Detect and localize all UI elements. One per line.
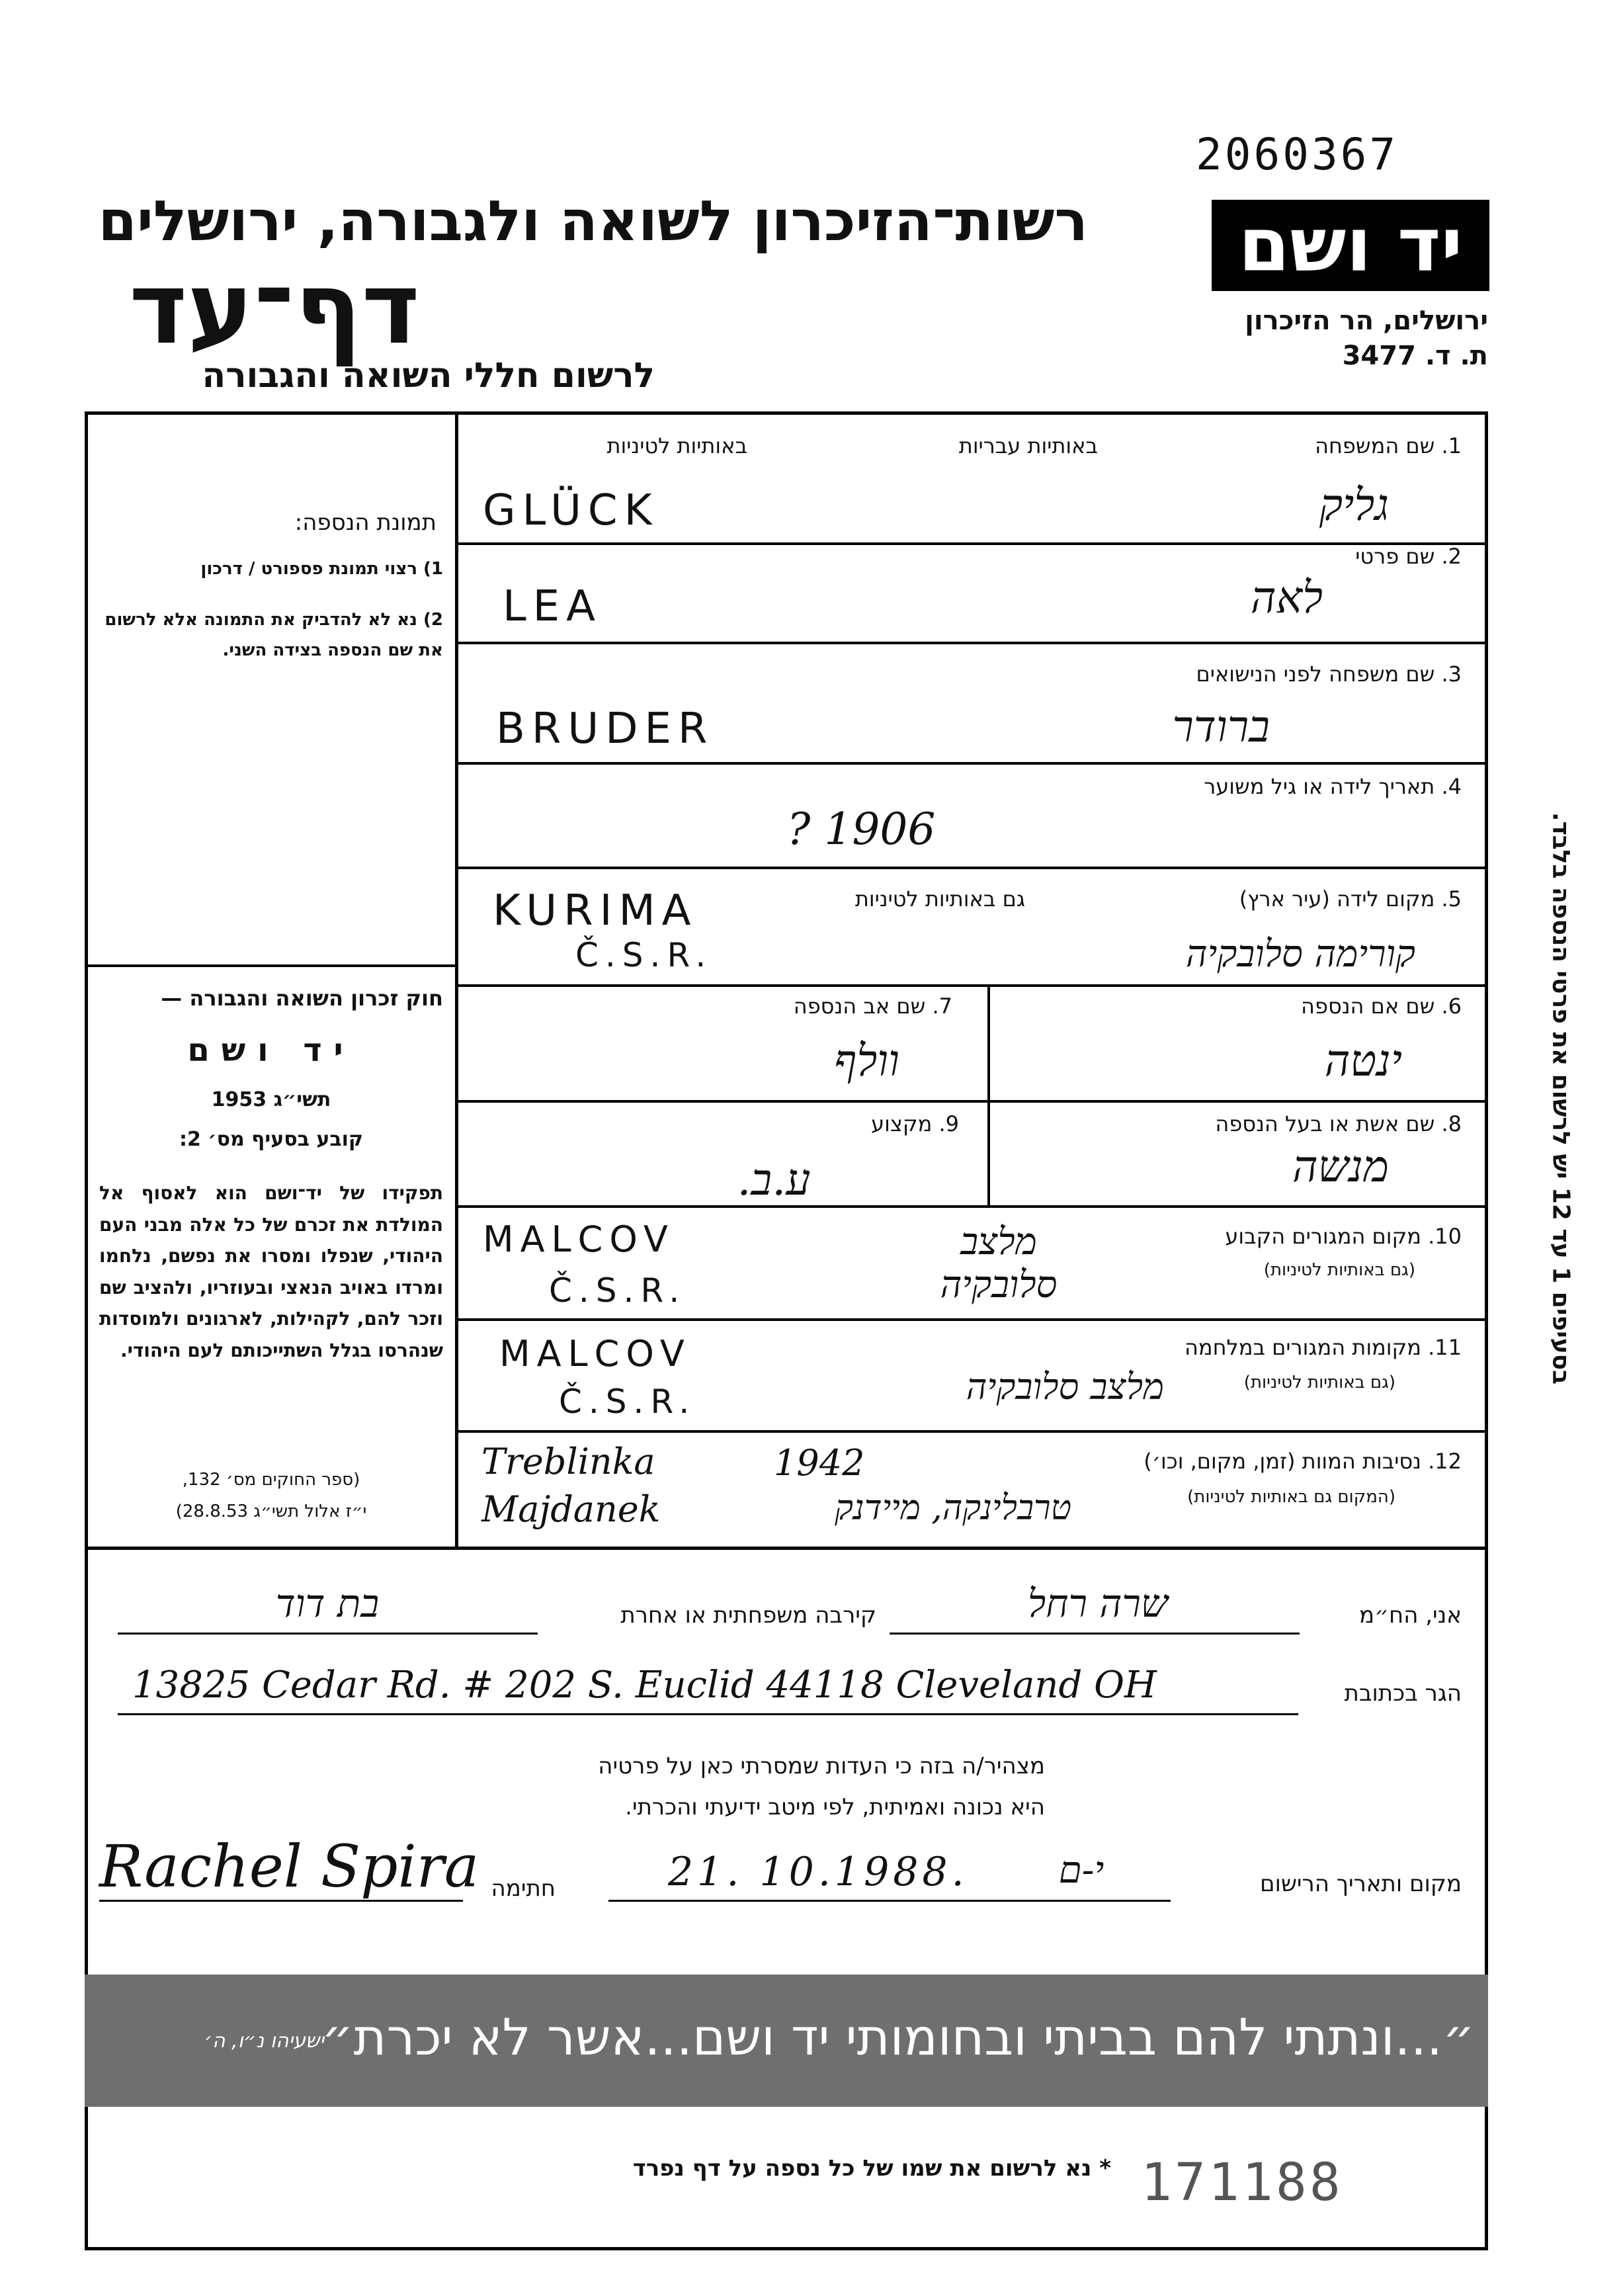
- logo-address-1: ירושלים, הר הזיכרון: [1245, 306, 1488, 336]
- field-10-latin-value-1[interactable]: MALCOV: [483, 1218, 675, 1260]
- field-12-hebrew-value[interactable]: טרבלינקה, מיידנק: [835, 1488, 1071, 1528]
- field-7-value[interactable]: וולף: [834, 1035, 899, 1086]
- field-1-hebrew-header: באותיות עבריות: [958, 433, 1098, 458]
- address-line: [118, 1713, 1298, 1715]
- field-12-label: 12. נסיבות המוות (זמן, מקום, וכו׳): [1144, 1449, 1462, 1474]
- serial-number: 2060367: [1196, 129, 1399, 180]
- field-3-latin-value[interactable]: BRUDER: [496, 704, 714, 753]
- signature-label: חתימה: [491, 1875, 556, 1902]
- field-6-value[interactable]: ינטה: [1324, 1035, 1402, 1086]
- field-9-label: 9. מקצוע: [871, 1111, 959, 1136]
- field-6-label: 6. שם אם הנספה: [1301, 994, 1462, 1019]
- relation-value[interactable]: בת דוד: [275, 1581, 380, 1626]
- field-10-label: 10. מקום המגורים הקבוע: [1225, 1224, 1462, 1249]
- field-1-hebrew-value[interactable]: גליק: [1319, 480, 1389, 531]
- law-name: יד ושם: [187, 1032, 355, 1069]
- field-4-value[interactable]: ? 1906: [787, 804, 936, 855]
- field-5-latin-value-1[interactable]: KURIMA: [493, 886, 698, 935]
- declaration-1: מצהיר/ה בזה כי העדות שמסרתי כאן על פרטיה: [598, 1753, 1045, 1779]
- banner-source: ישעיהו נ״ו, ה׳: [204, 2029, 324, 2053]
- field-10-latin-value-2[interactable]: Č.S.R.: [549, 1271, 687, 1310]
- relation-line: [118, 1633, 538, 1635]
- field-3-hebrew-value[interactable]: ברודר: [1172, 701, 1270, 752]
- row-line-4: [458, 867, 1488, 869]
- field-9-value[interactable]: ע.ב.: [737, 1154, 811, 1205]
- field-11-latin-value-1[interactable]: MALCOV: [499, 1333, 691, 1375]
- footer-number: 171188: [1141, 2153, 1343, 2213]
- page-title: דף־עד: [129, 251, 420, 366]
- field-10-hebrew-value-2[interactable]: סלובקיה: [940, 1263, 1058, 1306]
- header-subtitle: לרשום חללי השואה והגבורה: [202, 356, 655, 396]
- field-4-label: 4. תאריך לידה או גיל משוער: [1204, 774, 1462, 799]
- photo-item-1: 1) רצוי תמונת פספורט / דרכון: [200, 559, 443, 579]
- field-11-label: 11. מקומות המגורים במלחמה: [1184, 1335, 1462, 1360]
- field-5-latin-value-2[interactable]: Č.S.R.: [575, 936, 713, 974]
- row-line-3: [458, 762, 1488, 765]
- declaration-2: היא נכונה ואמיתית, לפי מיטב ידיעתי והכרתי.: [625, 1794, 1045, 1820]
- photo-title: תמונת הנספה:: [294, 509, 437, 536]
- field-12-latin-value-2[interactable]: Majdanek: [481, 1488, 661, 1530]
- law-source-1: (ספר החוקים מס׳ 132,: [182, 1470, 360, 1490]
- field-5-label: 5. מקום לידה (עיר ארץ): [1239, 886, 1462, 912]
- upper-block-bottom: [85, 1547, 1488, 1550]
- field-3-label: 3. שם משפחה לפני הנישואים: [1196, 661, 1462, 687]
- yad-vashem-logo: יד ושם: [1212, 200, 1489, 291]
- address-value[interactable]: 13825 Cedar Rd. # 202 S. Euclid 44118 Cleveland OH: [132, 1664, 1157, 1707]
- place-date-line: [608, 1900, 1171, 1902]
- side-note: בסעיפים 1 עד 12 יש לרשום את פרטי הנספה בלבד.: [1547, 812, 1575, 1385]
- field-2-label: 2. שם פרטי: [1355, 544, 1462, 569]
- field-8-value[interactable]: מנשה: [1292, 1141, 1389, 1192]
- witness-name-value[interactable]: שרה רחל: [1028, 1581, 1168, 1626]
- field-5-latin-header: גם באותיות לטיניות: [854, 886, 1025, 912]
- field-1-label: 1. שם המשפחה: [1315, 433, 1462, 458]
- field-10-sublabel: (גם באותיות לטיניות): [1263, 1260, 1415, 1280]
- witness-label: אני, הח״מ: [1359, 1602, 1462, 1629]
- field-12-year[interactable]: 1942: [774, 1442, 865, 1484]
- row-line-8: [458, 1318, 1488, 1321]
- field-1-latin-header: באותיות לטיניות: [606, 433, 747, 458]
- place-date-suffix[interactable]: י-ם: [1058, 1849, 1104, 1892]
- field-10-hebrew-value-1[interactable]: מלצב: [960, 1220, 1037, 1263]
- field-7-label: 7. שם אב הנספה: [793, 994, 952, 1019]
- field-1-latin-value[interactable]: GLÜCK: [483, 486, 659, 535]
- relation-label: קירבה משפחתית או אחרת: [620, 1602, 876, 1629]
- field-11-hebrew-value[interactable]: מלצב סלובקיה: [966, 1366, 1164, 1408]
- footer-note: * נא לרשום את שמו של כל נספה על דף נפרד: [632, 2155, 1111, 2182]
- column-divider: [455, 411, 458, 1549]
- field-8-label: 8. שם אשת או בעל הנספה: [1215, 1111, 1462, 1136]
- law-body: תפקידו של יד־ושם הוא לאסוף אל המולדת את זכרם של כל אלה מבני העם היהודי, שנפלו ומסרו את נפשם, נלחמו ומרדו באויב הנאצי ובעוזריו, ולהציב שם וזכר להם, לקהילות, לארגונים ולמוסדות שנהרסו בגלל השתייכותם לעם היהודי.: [99, 1182, 443, 1361]
- row-line-6: [458, 1100, 1488, 1103]
- row-line-5: [458, 984, 1488, 987]
- split-line: [987, 984, 990, 1206]
- row-line-2: [458, 642, 1488, 644]
- field-2-latin-value[interactable]: LEA: [503, 582, 602, 631]
- row-line-7: [458, 1205, 1488, 1208]
- signature-value[interactable]: Rachel Spira: [99, 1832, 479, 1900]
- place-date-value[interactable]: 21. 10.1988.: [668, 1849, 968, 1895]
- address-label: הגר בכתובת: [1344, 1680, 1462, 1707]
- law-title: חוק זכרון השואה והגבורה —: [161, 986, 443, 1011]
- row-line-9: [458, 1430, 1488, 1433]
- header-institution: רשות־הזיכרון לשואה ולגבורה, ירושלים: [98, 189, 1088, 253]
- law-clause: קובע בסעיף מס׳ 2:: [179, 1128, 364, 1151]
- logo-address-2: ת. ד. 3477: [1342, 341, 1488, 371]
- field-5-hebrew-value[interactable]: קורימה סלובקיה: [1185, 933, 1415, 976]
- left-separator: [85, 964, 458, 967]
- field-2-hebrew-value[interactable]: לאה: [1250, 572, 1323, 623]
- law-year: תשי״ג 1953: [211, 1088, 331, 1111]
- witness-name-line: [890, 1633, 1300, 1635]
- law-source-2: י״ז אלול תשי״ג 28.8.53): [175, 1502, 367, 1521]
- field-11-sublabel: (גם באותיות לטיניות): [1243, 1373, 1395, 1392]
- banner-quote: ״...ונתתי להם בביתי ובחומותי יד ושם...אשר לא יכרת״: [321, 2008, 1475, 2066]
- field-11-latin-value-2[interactable]: Č.S.R.: [559, 1382, 696, 1421]
- field-12-sublabel: (המקום גם באותיות לטיניות): [1187, 1487, 1395, 1507]
- field-12-latin-value-1[interactable]: Treblinka: [481, 1441, 655, 1482]
- place-date-label: מקום ותאריך הרישום: [1260, 1871, 1462, 1897]
- photo-item-2: 2) נא לא להדביק את התמונה אלא לרשום את שם הנספה בצידה השני.: [104, 610, 443, 660]
